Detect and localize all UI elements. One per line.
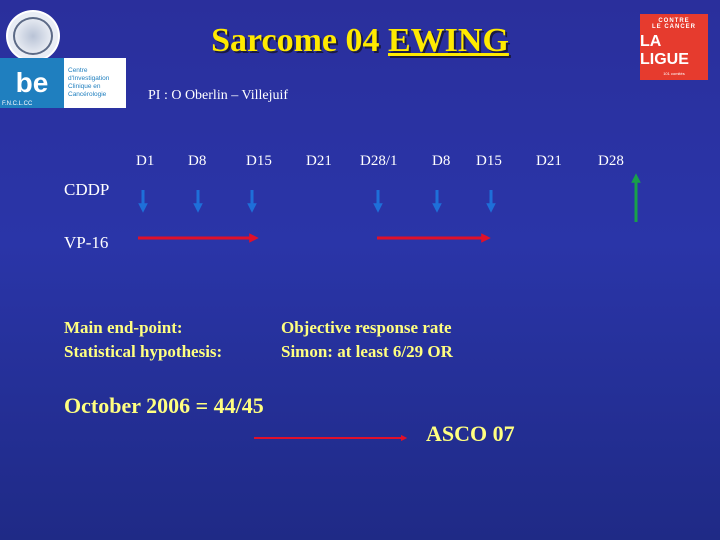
statistical-hypothesis-label: Statistical hypothesis:	[64, 342, 223, 361]
day-label: D21	[536, 153, 562, 169]
becci-line: Centre	[68, 67, 88, 74]
asco-target: ASCO 07	[426, 421, 515, 446]
day-label: D8	[188, 153, 207, 169]
day-label: D8	[432, 153, 451, 169]
ligue-sub: 101 comités	[663, 71, 685, 76]
day-label: D28	[598, 153, 624, 169]
main-endpoint-value: Objective response rate	[281, 318, 452, 337]
statistical-hypothesis-value: Simon: at least 6/29 OR	[281, 342, 453, 361]
row-label-cddp: CDDP	[64, 180, 110, 199]
main-endpoint-label: Main end-point:	[64, 318, 183, 337]
accrual-status: October 2006 = 44/45	[64, 393, 264, 418]
becci-mark-text: be	[15, 67, 49, 98]
row-label-vp16: VP-16	[64, 233, 109, 252]
becci-line: Clinique en	[68, 83, 101, 90]
day-label: D21	[306, 153, 332, 169]
becci-line: d'Investigation	[68, 75, 110, 82]
title-emphasis: EWING	[387, 22, 509, 59]
becci-sub-text: F.N.C.L.CC	[2, 101, 33, 107]
day-label: D15	[476, 153, 502, 169]
day-label: D1	[136, 153, 155, 169]
endpoint-values	[281, 316, 453, 364]
principal-investigator: PI : O Oberlin – Villejuif	[148, 88, 289, 103]
ligue-line: LE CANCER	[651, 24, 696, 30]
ligue-line: CONTRE	[658, 18, 690, 24]
day-label: D15	[246, 153, 272, 169]
title-main: Sarcome 04	[211, 22, 380, 59]
endpoint-labels	[64, 316, 222, 364]
becci-line: Cancérologie	[68, 91, 107, 98]
ligue-name: LA LIGUE	[640, 33, 689, 68]
day-label: D28/1	[360, 153, 398, 169]
